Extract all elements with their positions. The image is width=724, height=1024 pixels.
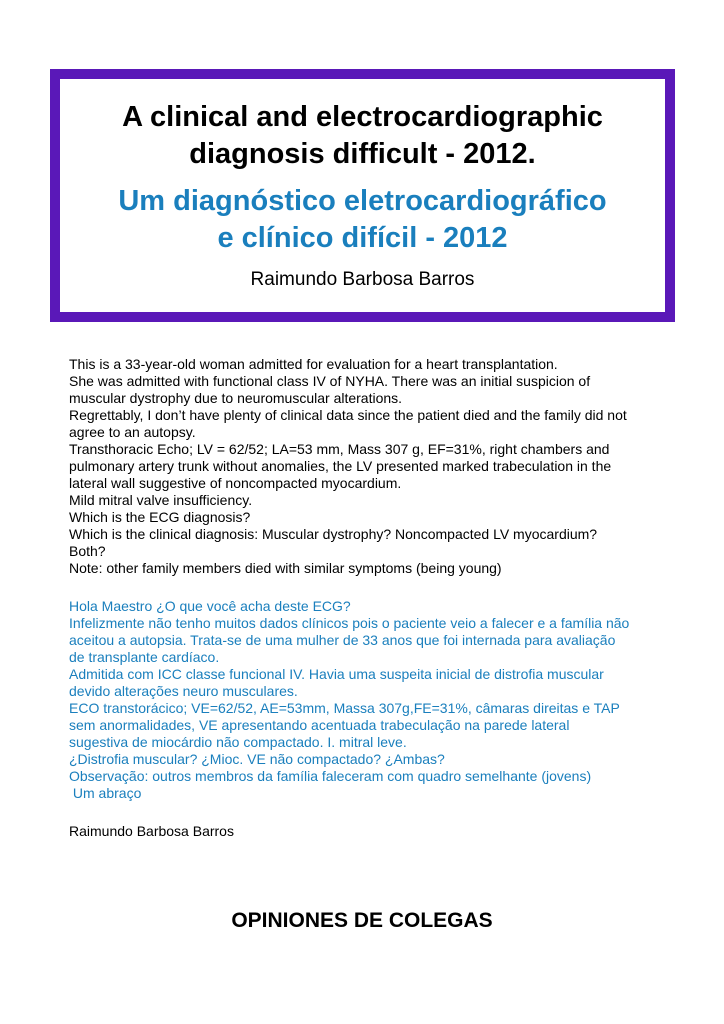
paragraph-line: agree to an autopsy.: [69, 424, 196, 440]
paragraph-line: de transplante cardíaco.: [69, 649, 220, 665]
paragraph-line: Infelizmente não tenho muitos dados clínicos pois o paciente veio a falecer e a família não: [69, 615, 630, 631]
paragraph-line: Mild mitral valve insufficiency.: [69, 492, 253, 508]
title-english: [60, 99, 665, 173]
title-portuguese: [60, 183, 665, 257]
paragraph-line: aceitou a autopsia. Trata-se de uma mulher de 33 anos que foi internada para avaliação: [69, 632, 616, 648]
paragraph-line: Admitida com ICC classe funcional IV. Havia uma suspeita inicial de distrofia muscular: [69, 666, 604, 682]
paragraph-line: Regrettably, I don’t have plenty of clinical data since the patient died and the family did not: [69, 407, 627, 423]
paragraph-line: Both?: [69, 543, 106, 559]
paragraph-line: muscular dystrophy due to neuromuscular alterations.: [69, 390, 403, 406]
paragraph-line: Observação: outros membros da família faleceram com quadro semelhante (jovens): [69, 768, 592, 784]
paragraph-line: ¿Distrofia muscular? ¿Mioc. VE não compactado? ¿Ambas?: [69, 751, 445, 767]
portuguese-case-description: [69, 598, 669, 802]
title-english-line: diagnosis difficult - 2012.: [189, 138, 536, 170]
paragraph-line: sem anormalidades, VE apresentando acentuada trabeculação na parede lateral: [69, 717, 570, 733]
paragraph-line: This is a 33-year-old woman admitted for evaluation for a heart transplantation.: [69, 356, 558, 372]
paragraph-line: Transthoracic Echo; LV = 62/52; LA=53 mm, Mass 307 g, EF=31%, right chambers and: [69, 441, 610, 457]
paragraph-line: devido alterações neuro musculares.: [69, 683, 298, 699]
title-portuguese-line: e clínico difícil - 2012: [217, 222, 508, 254]
title-box: [50, 69, 675, 322]
paragraph-line: She was admitted with functional class IV of NYHA. There was an initial suspicion of: [69, 373, 591, 389]
paragraph-line: sugestiva de miocárdio não compactado. I. mitral leve.: [69, 734, 407, 750]
section-heading: OPINIONES DE COLEGAS: [231, 909, 493, 932]
paragraph-line: Which is the clinical diagnosis: Muscular dystrophy? Noncompacted LV myocardium?: [69, 526, 598, 542]
author-name: Raimundo Barbosa Barros: [250, 269, 475, 290]
paragraph-line: Note: other family members died with similar symptoms (being young): [69, 560, 502, 576]
signature: Raimundo Barbosa Barros: [69, 823, 234, 839]
paragraph-line: lateral wall suggestive of noncompacted myocardium.: [69, 475, 402, 491]
paragraph-line: Um abraço: [69, 785, 142, 801]
paragraph-line: Hola Maestro ¿O que você acha deste ECG?: [69, 598, 351, 614]
paragraph-line: Which is the ECG diagnosis?: [69, 509, 251, 525]
paragraph-line: pulmonary artery trunk without anomalies, the LV presented marked trabeculation in the: [69, 458, 612, 474]
title-portuguese-line: Um diagnóstico eletrocardiográfico: [118, 185, 607, 217]
paragraph-line: ECO transtorácico; VE=62/52, AE=53mm, Massa 307g,FE=31%, câmaras direitas e TAP: [69, 700, 620, 716]
english-case-description: [69, 356, 669, 577]
title-english-line: A clinical and electrocardiographic: [122, 101, 603, 133]
